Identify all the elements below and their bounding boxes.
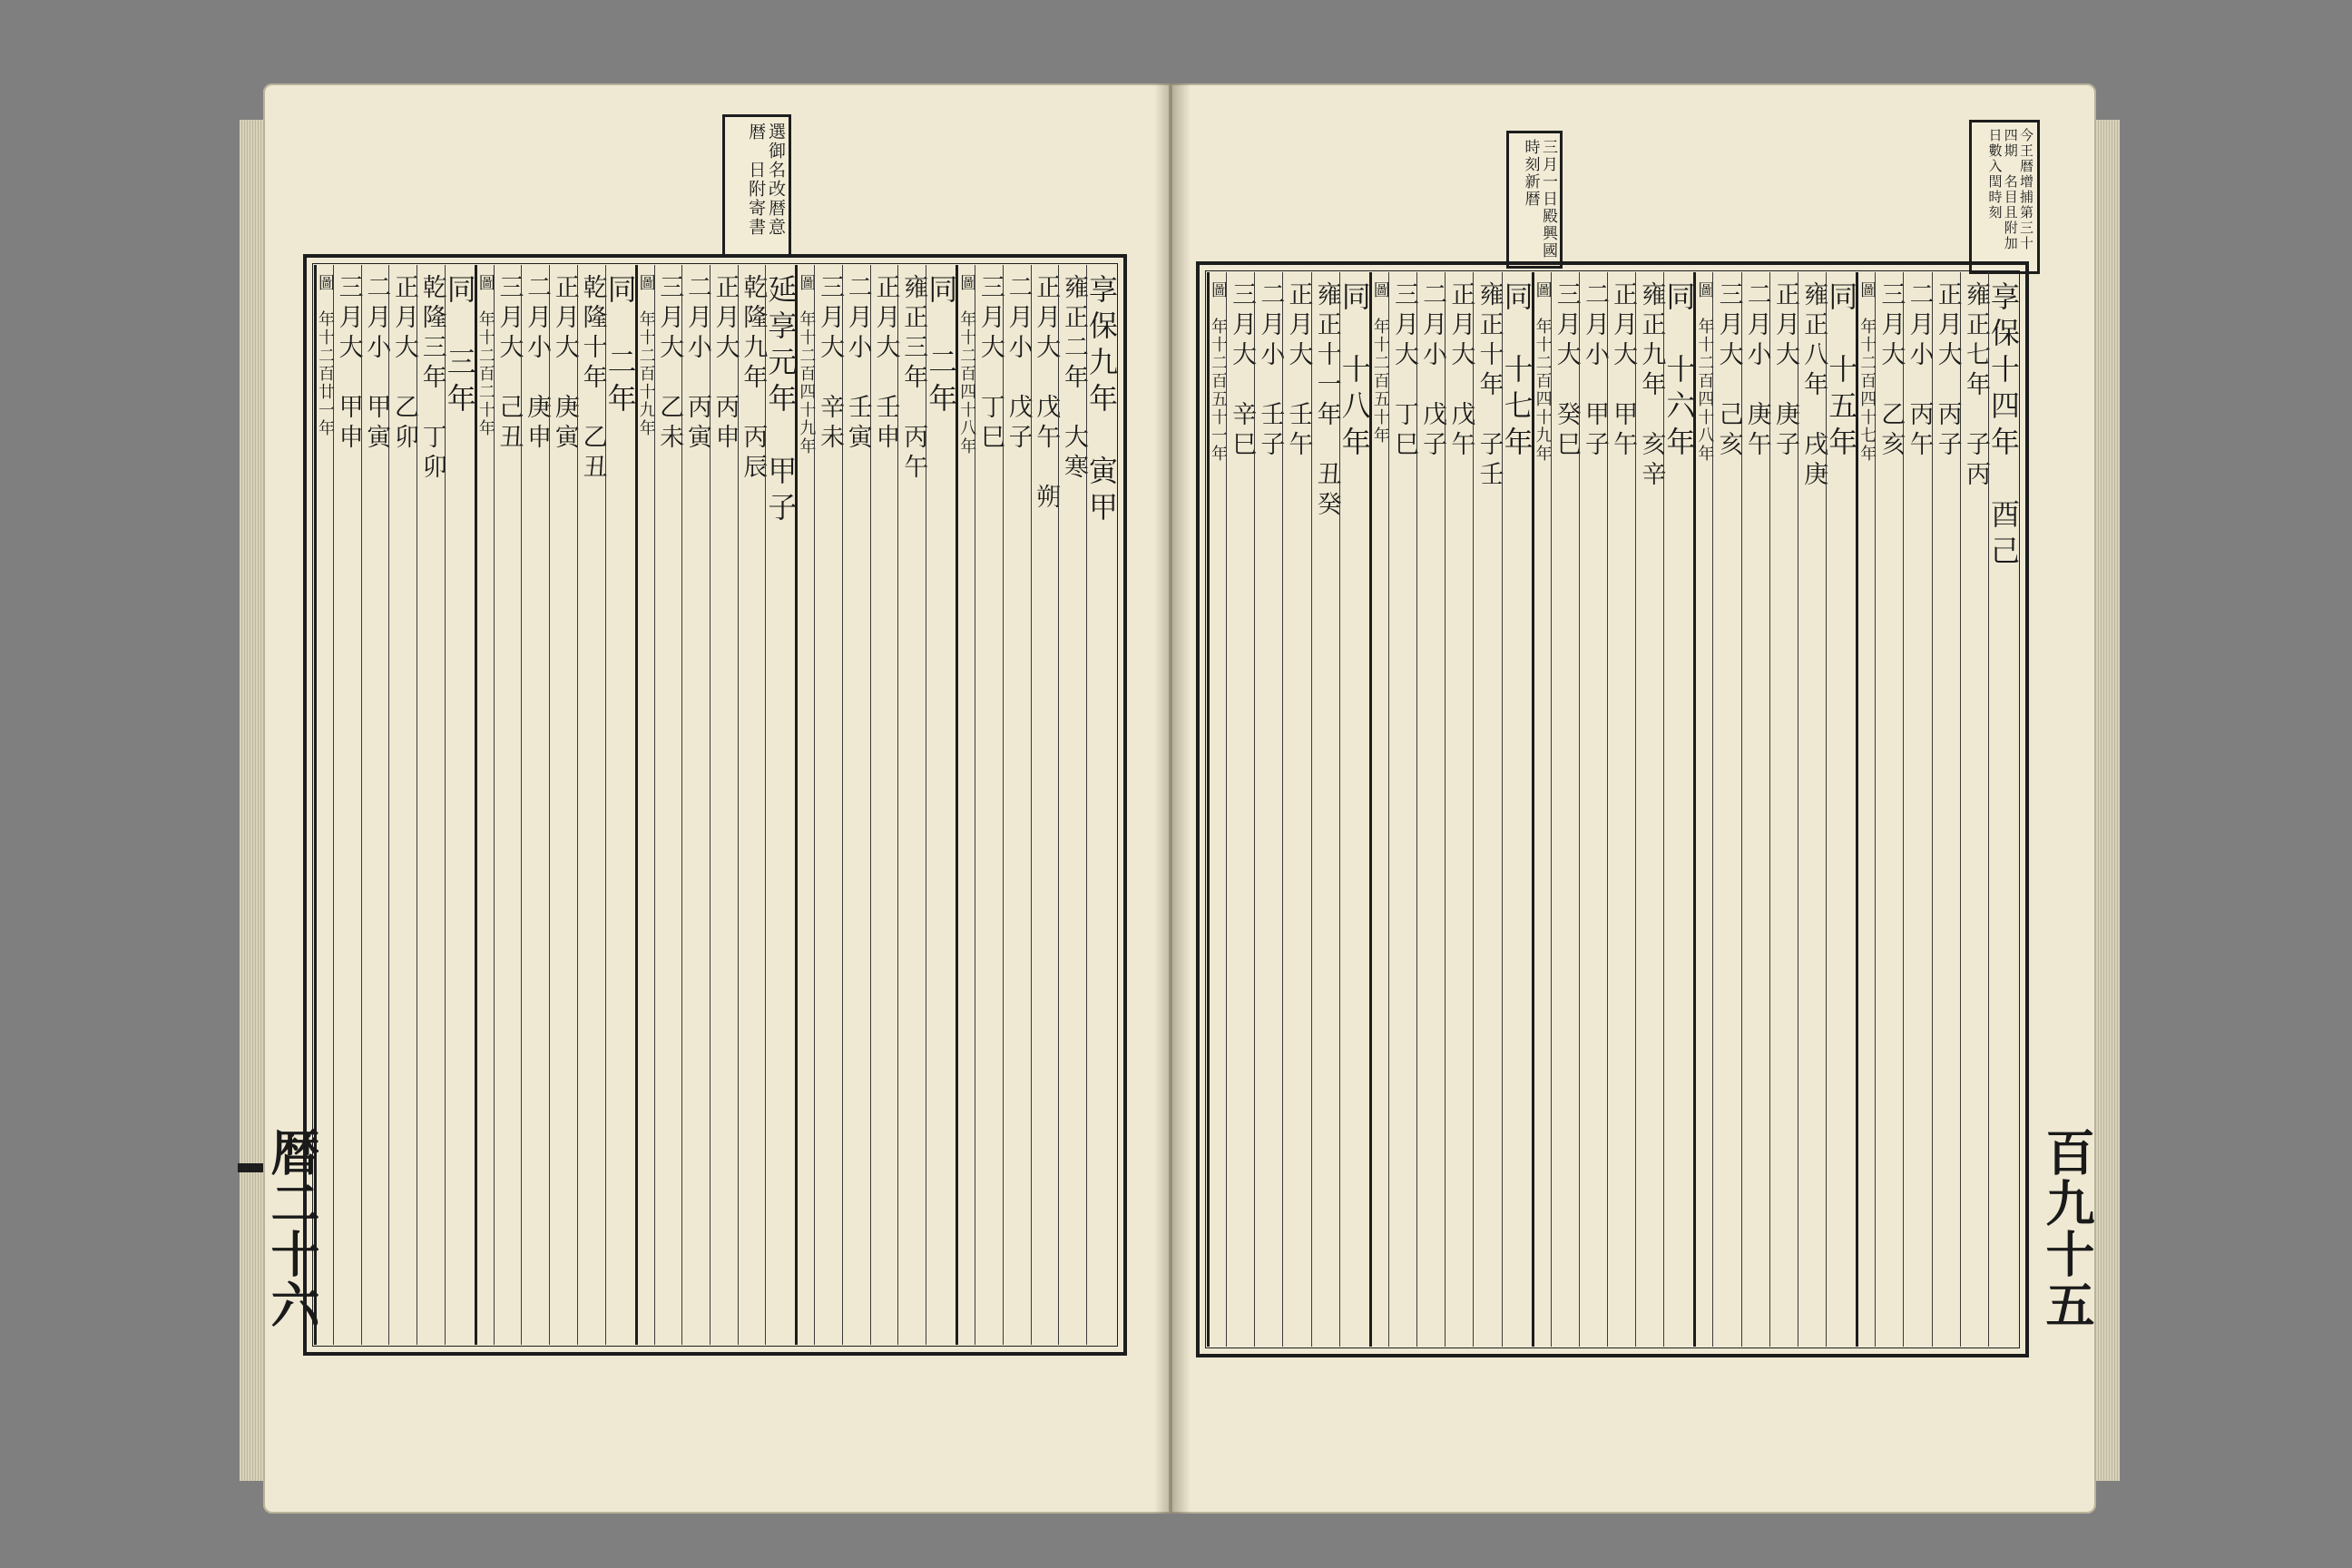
- column-text: 二月小 丙寅: [682, 274, 711, 454]
- column-text: 乾隆十年 乙丑: [578, 274, 607, 484]
- column-text: 三月大 辛巳: [1228, 281, 1257, 461]
- left-page: [263, 83, 1171, 1514]
- column-text: 三月大 甲申: [334, 274, 363, 454]
- table-column: [1499, 272, 1534, 1347]
- column-text: 同 二年: [603, 274, 638, 419]
- column-text: 二月小 庚申: [523, 274, 552, 454]
- column-text: 圖 年十二百四十九年: [1533, 281, 1553, 463]
- column-text: 正月大 壬午: [1284, 281, 1313, 461]
- table-column: [635, 265, 654, 1345]
- table-column: [1960, 272, 1988, 1347]
- column-text: 正月大 庚子: [1770, 281, 1799, 461]
- column-text: 正月大 戊午: [1446, 281, 1475, 461]
- table-column: [1254, 272, 1285, 1347]
- table-column: [1798, 272, 1826, 1347]
- column-text: 圖 年十二百二十年: [475, 274, 495, 437]
- table-column: [1579, 272, 1607, 1347]
- table-column: [361, 265, 389, 1345]
- right-table-columns: [1207, 272, 2021, 1347]
- table-column: [1388, 272, 1416, 1347]
- table-column: [897, 265, 926, 1345]
- table-column: [681, 265, 710, 1345]
- column-text: 正月大 乙卯: [390, 274, 419, 454]
- column-text: 同 二年: [924, 274, 959, 419]
- table-column: [549, 265, 577, 1345]
- column-text: 雍正二年 大寒: [1060, 274, 1088, 484]
- column-text: 三月大 乙亥: [1877, 281, 1906, 461]
- right-page: [1171, 83, 2096, 1514]
- column-text: 圖 年十二百五十年: [1370, 281, 1390, 445]
- right-page-number: 百九十五: [2038, 1127, 2096, 1330]
- table-column: [333, 265, 361, 1345]
- table-column: [1445, 272, 1473, 1347]
- column-text: 三月大 己亥: [1714, 281, 1743, 461]
- column-text: 乾隆九年 丙辰: [739, 274, 768, 484]
- table-column: [795, 265, 817, 1345]
- column-text: 雍正九年 亥辛: [1637, 281, 1666, 491]
- table-column: [1369, 272, 1388, 1347]
- left-table-columns: [314, 265, 1119, 1345]
- column-text: 二月小 壬子: [1256, 281, 1285, 461]
- table-column: [1226, 272, 1257, 1347]
- table-column: [1532, 272, 1551, 1347]
- column-text: 同 十六年: [1661, 281, 1697, 463]
- left-header-box: 選御名改暦意暦 日附寄書: [722, 114, 791, 258]
- column-text: 雍正十一年 丑癸: [1312, 281, 1341, 521]
- table-column: [1607, 272, 1638, 1347]
- table-column: [1856, 272, 1875, 1347]
- column-text: 三月大 辛未: [816, 274, 845, 454]
- column-text: 三月大 丁巳: [1389, 281, 1418, 461]
- table-column: [577, 265, 605, 1345]
- column-text: 二月小 戊子: [1004, 274, 1033, 454]
- column-text: 雍正十年 子壬: [1475, 281, 1504, 491]
- column-text: 二月小 丙午: [1905, 281, 1934, 461]
- column-text: 雍正七年 子丙: [1962, 281, 1990, 491]
- table-column: [956, 265, 975, 1345]
- table-column: [924, 265, 959, 1345]
- table-column: [1058, 265, 1086, 1345]
- column-text: 正月大 甲午: [1609, 281, 1638, 461]
- table-column: [442, 265, 477, 1345]
- table-column: [1875, 272, 1906, 1347]
- table-column: [1416, 272, 1445, 1347]
- table-column: [814, 265, 845, 1345]
- column-text: 圖 年十二百四十九年: [797, 274, 817, 456]
- column-text: 二月小 甲寅: [362, 274, 391, 454]
- column-text: 正月大 丙申: [710, 274, 740, 454]
- table-column: [1473, 272, 1504, 1347]
- table-column: [842, 265, 870, 1345]
- column-text: 雍正三年 丙午: [899, 274, 928, 484]
- left-page-number: 暦二十六: [263, 1127, 321, 1330]
- table-column: [1932, 272, 1960, 1347]
- column-text: 三月大 己丑: [495, 274, 524, 454]
- column-text: 正月大 戊午 朔: [1032, 274, 1061, 514]
- left-table-frame: [303, 254, 1127, 1356]
- column-text: 二月小 甲子: [1580, 281, 1609, 461]
- table-column: [1824, 272, 1859, 1347]
- table-column: [388, 265, 419, 1345]
- table-column: [1003, 265, 1031, 1345]
- table-column: [1693, 272, 1715, 1347]
- column-text: 正月大 壬申: [871, 274, 900, 454]
- book-gutter: [1154, 83, 1191, 1514]
- column-text: 同 十五年: [1824, 281, 1859, 463]
- column-text: 同 三年: [442, 274, 477, 419]
- column-text: 三月大 乙未: [655, 274, 684, 454]
- table-column: [1337, 272, 1372, 1347]
- table-column: [1741, 272, 1769, 1347]
- right-header-box-2: 今王暦增捕第三十四期 名目且附加日數入閏時刻: [1969, 120, 2040, 274]
- column-text: 圖 年十二百四十七年: [1857, 281, 1877, 463]
- column-text: 圖 年十二百四十八年: [1695, 281, 1715, 463]
- table-column: [738, 265, 766, 1345]
- table-column: [1084, 265, 1119, 1345]
- table-column: [1903, 272, 1934, 1347]
- table-column: [1551, 272, 1579, 1347]
- column-text: 三月大 癸巳: [1552, 281, 1581, 461]
- table-column: [494, 265, 522, 1345]
- table-column: [416, 265, 445, 1345]
- column-text: 享保十四年 酉己: [1986, 281, 2021, 572]
- table-column: [710, 265, 738, 1345]
- column-text: 圖 年十二百廿一年: [315, 274, 335, 437]
- column-text: 三月大 丁巳: [975, 274, 1004, 454]
- right-table-frame: [1196, 261, 2029, 1357]
- table-column: [521, 265, 552, 1345]
- column-text: 圖 年十二百五十一年: [1208, 281, 1228, 463]
- table-column: [975, 265, 1003, 1345]
- column-text: 二月小 壬寅: [843, 274, 872, 454]
- column-text: 延享元年 甲子: [763, 274, 799, 528]
- open-book: [263, 83, 2096, 1514]
- table-column: [763, 265, 799, 1345]
- table-column: [1282, 272, 1313, 1347]
- table-column: [475, 265, 494, 1345]
- column-text: 二月小 戊子: [1418, 281, 1447, 461]
- table-column: [1635, 272, 1666, 1347]
- table-column: [1311, 272, 1339, 1347]
- table-column: [1661, 272, 1697, 1347]
- table-column: [654, 265, 682, 1345]
- column-text: 雍正八年 戌庚: [1799, 281, 1828, 491]
- column-text: 同 十八年: [1337, 281, 1372, 463]
- column-text: 二月小 庚午: [1742, 281, 1771, 461]
- table-column: [1986, 272, 2021, 1347]
- column-text: 享保九年 寅甲: [1084, 274, 1119, 528]
- right-header-box-1: 三月一日殿興國 時刻新暦: [1506, 131, 1563, 269]
- table-column: [1769, 272, 1798, 1347]
- table-column: [1031, 265, 1059, 1345]
- column-text: 圖 年十二百四十八年: [957, 274, 977, 456]
- column-text: 正月大 丙子: [1933, 281, 1962, 461]
- table-column: [603, 265, 638, 1345]
- table-column: [1712, 272, 1743, 1347]
- column-text: 乾隆三年 丁卯: [417, 274, 446, 484]
- table-column: [870, 265, 898, 1345]
- table-column: [1207, 272, 1226, 1347]
- column-text: 正月大 庚寅: [550, 274, 579, 454]
- column-text: 圖 年十二百十九年: [636, 274, 656, 437]
- column-text: 同 十七年: [1499, 281, 1534, 463]
